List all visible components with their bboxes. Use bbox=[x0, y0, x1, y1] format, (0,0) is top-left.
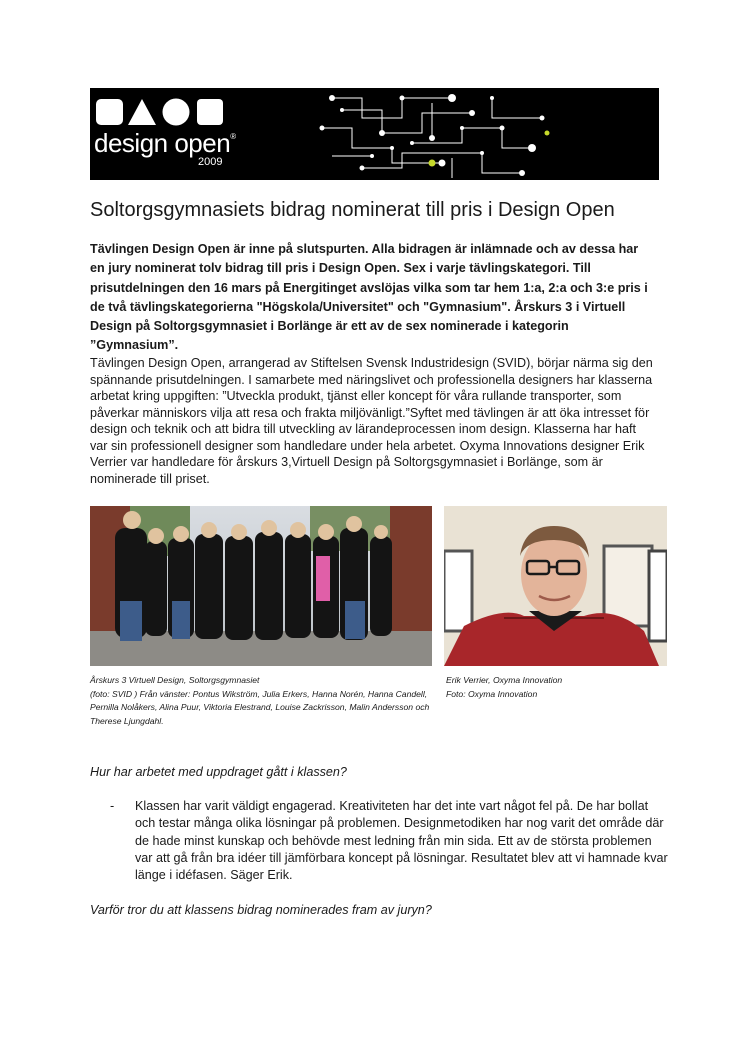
interview-question-1: Hur har arbetet med uppdraget gått i klassen? bbox=[90, 765, 347, 779]
article-body: Tävlingen Design Open, arrangerad av Stiftelsen Svensk Industridesign (SVID), börjar närma sig den spännande prisutdelningen. I samarbete med näringslivet och professionella designers har klasserna arbetat kring uppgiften: ”Utveckla produkt, tjänst eller koncept för våra rullande transporter, som påverkar människors vilja att resa och frakta miljövänligt.”Syftet med tävlingen är att öka intresset för design och teknik och att bidra till utveckling av lärandeprocessen inom design. Klasserna har haft var sin professionell designer som handledare under hela arbetet. Oxyma Innovations designer Erik Verrier var handledare för årskurs 3,Virtuell Design på Soltorgsgymnasiet i Borlänge, som är nominerade till priset. bbox=[90, 356, 653, 486]
group-caption-names: (foto: SVID ) Från vänster: Pontus Wikström, Julia Erkers, Hanna Norén, Hanna Candell, Pernilla Nolåkers, Alina Puur, Viktoria Elestrand, Louise Zackrisson, Malin Andersson och Therese Ljungdahl. bbox=[90, 688, 430, 726]
design-open-banner bbox=[90, 88, 659, 180]
group-caption-line: Årskurs 3 Virtuell Design, Soltorgsgymnasiet bbox=[90, 675, 260, 685]
interview-answer-1 bbox=[110, 798, 670, 884]
answer-text: Klassen har varit väldigt engagerad. Kreativiteten har det inte vart något fel på. De har bollat och testar många olika lösningar på problemen. Designmetodiken har nog varit det område där de hade minst kunskap och behövde mest ledning från min sida. Ett av de största problemen var att gå från bra idéer till jämförbara koncept på lösningar. Resultatet blev att vi hamnade kvar länge i idéfasen. Säger Erik. bbox=[135, 799, 668, 883]
erik-verrier-photo bbox=[444, 506, 667, 666]
list-dash: - bbox=[110, 799, 115, 813]
erik-caption-line: Erik Verrier, Oxyma Innovation bbox=[446, 675, 563, 685]
article-title: Soltorgsgymnasiets bidrag nominerat till pris i Design Open bbox=[90, 199, 615, 221]
circuit-pattern-icon bbox=[302, 88, 552, 180]
erik-caption-credit: Foto: Oxyma Innovation bbox=[446, 688, 538, 699]
class-group-photo bbox=[90, 506, 432, 666]
group-photo-caption bbox=[90, 674, 435, 728]
article-lead: Tävlingen Design Open är inne på slutspurten. Alla bidragen är inlämnade och av dessa har en jury nominerat tolv bidrag till pris i Design Open. Sex i varje tävlingskategori. Till prisutdelningen den 16 mars på Energitinget avslöjas vilka som tar hem 1:a, 2:a och 3:e pris i de två tävlingskategorierna "Högskola/Universitet" och "Gymnasium". Årskurs 3 i Virtuell Design på Soltorgsgymnasiet i Borlänge är ett av de sex nominerade i kategorin ”Gymnasium”. bbox=[90, 242, 648, 353]
interview-question-2: Varför tror du att klassens bidrag nominerades fram av juryn? bbox=[90, 903, 432, 917]
banner-year: 2009 bbox=[198, 156, 223, 168]
logo-shapes-icon bbox=[94, 96, 226, 128]
erik-photo-caption bbox=[446, 674, 666, 701]
brand-wordmark: design open® bbox=[94, 128, 236, 158]
interview-answer-list bbox=[110, 798, 670, 884]
